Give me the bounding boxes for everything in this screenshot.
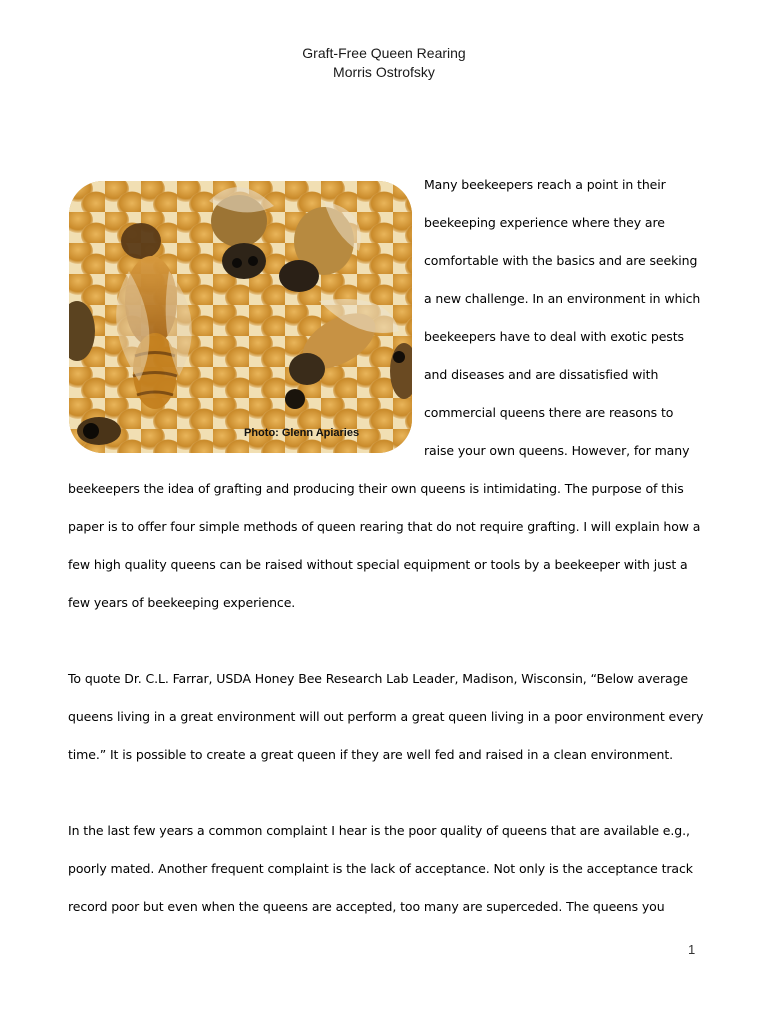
paragraph-line: and diseases and are dissatisfied with [424,367,659,382]
paragraph-line: beekeepers the idea of grafting and producing their own queens is intimidating. The purpose of this [68,481,684,496]
paragraph-line: queens living in a great environment will out perform a great queen living in a poor environment every [68,709,704,724]
paragraph-line: beekeeping experience where they are [424,215,665,230]
paragraph-line: a new challenge. In an environment in which [424,291,701,306]
paragraph-line: few high quality queens can be raised without special equipment or tools by a beekeeper with just a [68,557,688,572]
paragraph-line: record poor but even when the queens are accepted, too many are superceded. The queens you [68,899,665,914]
paragraph-line: beekeepers have to deal with exotic pests [424,329,684,344]
paragraph-line: Many beekeepers reach a point in their [424,177,666,192]
paragraph-line: To quote Dr. C.L. Farrar, USDA Honey Bee Research Lab Leader, Madison, Wisconsin, “Below average [68,671,689,686]
paragraph-line: paper is to offer four simple methods of queen rearing that do not require grafting. I will explain how a [68,519,701,534]
document-header [0,44,768,82]
bee-photo [69,181,412,453]
honeycomb-bees-image [69,181,412,453]
document-title: Graft-Free Queen Rearing [302,45,466,61]
paragraph-line: commercial queens there are reasons to [424,405,674,420]
page-number: 1 [688,942,696,957]
paragraph-line: raise your own queens. However, for many [424,443,690,458]
paragraph-line: few years of beekeeping experience. [68,595,296,610]
paragraph-line: time.” It is possible to create a great queen if they are well fed and raised in a clean environment. [68,747,674,762]
paragraph-line: In the last few years a common complaint I hear is the poor quality of queens that are available e.g., [68,823,690,838]
document-author: Morris Ostrofsky [333,64,435,80]
paragraph-line: poorly mated. Another frequent complaint is the lack of acceptance. Not only is the acceptance track [68,861,693,876]
paragraph-line: comfortable with the basics and are seeking [424,253,698,268]
photo-credit: Photo: Glenn Apiaries [244,427,360,439]
